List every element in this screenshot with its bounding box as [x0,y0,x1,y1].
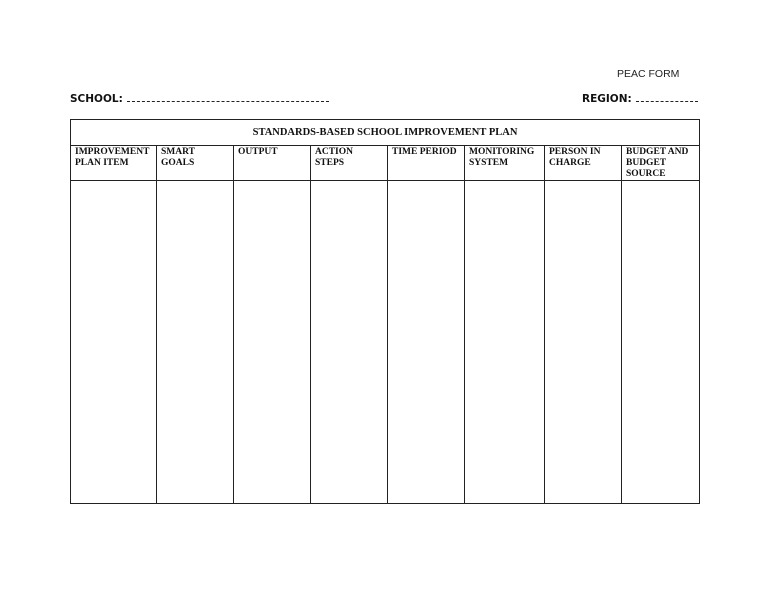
school-field [70,92,329,105]
header-improvement-plan-item [71,146,157,181]
cell-monitoring-system[interactable] [465,181,545,504]
table-title-row [71,120,700,146]
cell-smart-goals[interactable] [157,181,234,504]
cell-action-steps[interactable] [311,181,388,504]
header-line: PLAN ITEM [75,158,129,168]
school-blank-line[interactable] [127,92,329,102]
header-line: SYSTEM [469,158,509,168]
header-line: CHARGE [549,158,591,168]
form-code: PEAC FORM [617,68,680,80]
table-header-row [71,146,700,181]
cell-budget-source[interactable] [622,181,700,504]
header-line: OUTPUT [238,147,278,157]
cell-person-in-charge[interactable] [545,181,622,504]
cell-improvement-plan-item[interactable] [71,181,157,504]
header-line: GOALS [161,158,195,168]
header-line: MONITORING [469,147,535,157]
region-label: REGION: [582,93,632,105]
header-line: BUDGET AND [626,147,689,157]
region-blank-line[interactable] [636,92,698,102]
header-line: ACTION [315,147,354,157]
header-line: IMPROVEMENT [75,147,150,157]
header-line: SOURCE [626,169,666,179]
header-time-period [388,146,465,181]
header-line: PERSON IN [549,147,601,157]
improvement-plan-table [70,119,700,504]
header-monitoring-system [465,146,545,181]
header-line: SMART [161,147,195,157]
header-person-in-charge [545,146,622,181]
header-smart-goals [157,146,234,181]
header-line: STEPS [315,158,345,168]
cell-output[interactable] [234,181,311,504]
header-budget-and-budget-source [622,146,700,181]
header-line: BUDGET [626,158,667,168]
header-action-steps [311,146,388,181]
region-field [582,92,698,105]
table-title: STANDARDS-BASED SCHOOL IMPROVEMENT PLAN [71,120,700,146]
table-row [71,181,700,504]
school-label: SCHOOL: [70,93,123,105]
header-output [234,146,311,181]
cell-time-period[interactable] [388,181,465,504]
header-line: TIME PERIOD [392,147,457,157]
